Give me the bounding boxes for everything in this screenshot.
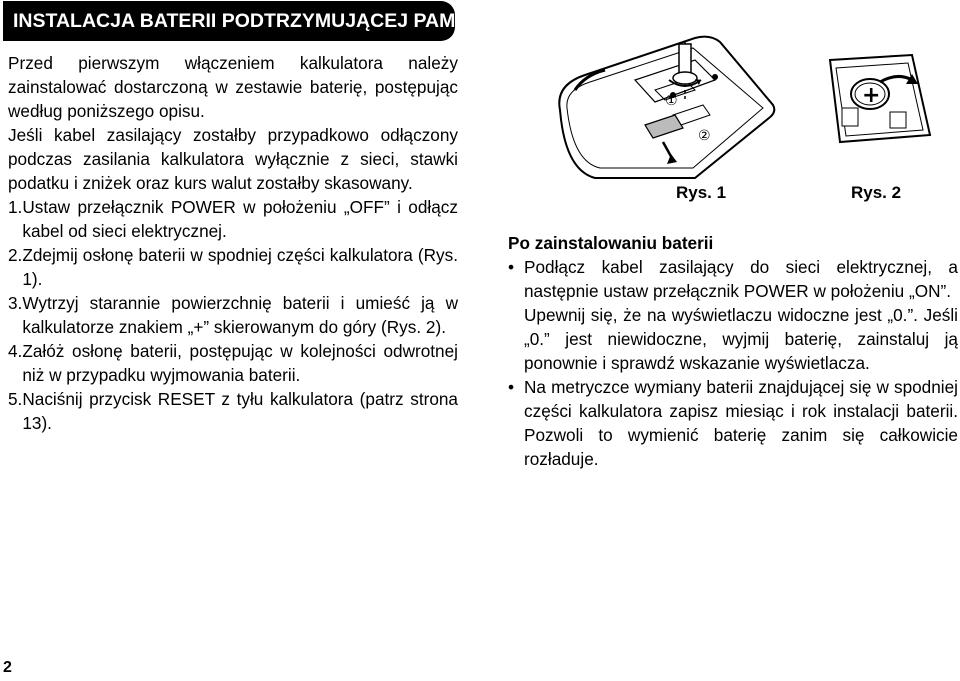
figure-1-caption: Rys. 1	[676, 183, 727, 202]
page-number: 2	[3, 659, 12, 676]
bullet-text: Podłącz kabel zasilający do sieci elektrycznej, a następnie ustaw przełącznik POWER w położeniu „ON”.	[524, 257, 958, 301]
step-text: Zdejmij osłonę baterii w spodniej części kalkulatora (Rys. 1).	[22, 245, 458, 289]
intro-paragraph: Przed pierwszym włączeniem kalkulatora należy zainstalować dostarczoną w zestawie baterię, postępując według poniższego opisu.	[8, 53, 458, 121]
bullet-item-1	[508, 255, 958, 303]
step-4	[8, 339, 458, 387]
bullet-marker: •	[508, 257, 515, 277]
step-text: Wytrzyj starannie powierzchnię baterii i umieść ją w kalkulatorze znakiem „+” skierowanym do góry (Rys. 2).	[22, 293, 458, 337]
step-text: Ustaw przełącznik POWER w położeniu „OFF” i odłącz kabel od sieci elektrycznej.	[22, 197, 458, 241]
step-number: 1.	[8, 197, 23, 217]
instructions-column	[8, 51, 458, 435]
after-install-column	[508, 231, 958, 471]
bullet-marker: •	[508, 377, 515, 397]
bullet-text: Na metryczce wymiany baterii znajdującej się w spodniej części kalkulatora zapisz miesiąc i rok instalacji baterii. Pozwoli to wymienić baterię zanim się całkowicie rozładuje.	[524, 377, 958, 469]
step-text: Załóż osłonę baterii, postępując w kolejności odwrotnej niż w przypadku wyjmowania baterii.	[22, 341, 458, 385]
page-title: INSTALACJA BATERII PODTRZYMUJĄCEJ PAMIĘĆ	[3, 1, 455, 41]
step-marker-2: ②	[698, 128, 711, 144]
step-1	[8, 195, 458, 243]
step-3	[8, 291, 458, 339]
figure-2-caption: Rys. 2	[851, 183, 902, 202]
step-5	[8, 387, 458, 435]
step-number: 4.	[8, 341, 23, 361]
step-number: 3.	[8, 293, 23, 313]
step-2	[8, 243, 458, 291]
after-install-heading: Po zainstalowaniu baterii	[508, 233, 714, 253]
step-number: 2.	[8, 245, 23, 265]
bullet-continuation: Upewnij się, że na wyświetlaczu widoczne jest „0.”. Jeśli „0.” jest niewidoczne, wyjmij baterię, zainstaluj ją ponownie i sprawdź wskazanie wyświetlacza.	[524, 305, 958, 373]
warning-paragraph: Jeśli kabel zasilający zostałby przypadkowo odłączony podczas zasilania kalkulatora wyłącznie z sieci, stawki podatku i zniżek oraz kurs walut zostałby skasowany.	[8, 125, 458, 193]
figure-1-calculator-underside	[545, 30, 780, 180]
step-text: Naciśnij przycisk RESET z tyłu kalkulatora (patrz strona 13).	[22, 389, 458, 433]
step-marker-1: ①	[665, 93, 678, 109]
bullet-item-2	[508, 375, 958, 471]
step-number: 5.	[8, 389, 23, 409]
figure-2-battery-compartment	[820, 50, 940, 150]
plus-sign: +	[862, 83, 881, 108]
